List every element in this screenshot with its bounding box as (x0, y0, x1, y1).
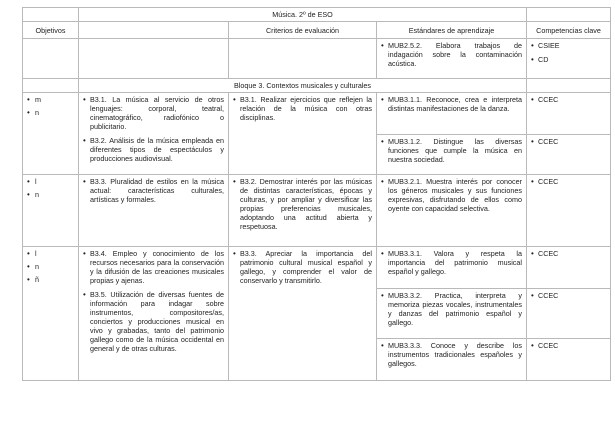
header-objetivos: Objetivos (23, 22, 79, 39)
table-title: Música. 2º de ESO (79, 8, 527, 22)
standard-text: • MUB3.3.2. Practica, interpreta y memoriza piezas vocales, instrumentales y danzas del patrimonio español y gallego. (381, 291, 522, 327)
header-row (23, 22, 611, 39)
standard-text: • MUB3.1.2. Distingue las diversas funciones que cumple la música en nuestra sociedad. (381, 137, 522, 164)
header-competencias: Competencias clave (527, 22, 611, 39)
competence-badge: • CCEC (531, 249, 606, 258)
content-item: • B3.1. La música al servicio de otros lenguajes: corporal, teatral, cinematográfico, radiofónico o publicitario. (83, 95, 224, 131)
standard-text: • MUB3.3.3. Conoce y describe los instrumentos tradicionales españoles y gallegos. (381, 341, 522, 368)
content-item: • B3.3. Pluralidad de estilos en la música actual: características culturales, artísticas y formales. (83, 177, 224, 204)
table-row (23, 93, 611, 135)
competence-badge: • CCEC (531, 177, 606, 186)
block-row (23, 79, 611, 93)
table-row (23, 175, 611, 247)
objective-item: • ñ (27, 275, 74, 284)
competence-badge: • CCEC (531, 291, 606, 300)
block-title: Bloque 3. Contextos musicales y culturales (79, 79, 527, 93)
standard-text: • MUB3.1.1. Reconoce, crea e interpreta distintas manifestaciones de la danza. (381, 95, 522, 113)
competence-badge: • CCEC (531, 95, 606, 104)
content-item: • B3.4. Empleo y conocimiento de los recursos necesarios para la conservación y la difusión de las creaciones musicales propias y ajenas. (83, 249, 224, 285)
standard-text: • MUB3.2.1. Muestra interés por conocer los géneros musicales y sus funciones expresivas, disfrutando de ellos como oyente con capacidad selectiva. (381, 177, 522, 213)
content-item: • B3.2. Análisis de la música empleada en diferentes tipos de espectáculos y producciones audiovisual. (83, 136, 224, 163)
header-criterios: Criterios de evaluación (229, 22, 377, 39)
title-row (23, 8, 611, 22)
table-row (23, 247, 611, 289)
objective-item: • n (27, 190, 74, 199)
objective-item: • l (27, 249, 74, 258)
table-row (23, 39, 611, 79)
objective-item: • n (27, 262, 74, 271)
criterion-text: • B3.3. Apreciar la importancia del patrimonio cultural musical español y gallego, y comprender el valor de conservarlo y transmitirlo. (233, 249, 372, 285)
standard-text: • MUB2.5.2. Elabora trabajos de indagación sobre la contaminación acústica. (381, 41, 522, 68)
content-item: • B3.5. Utilización de diversas fuentes de información para indagar sobre instrumentos, compositores/as, conciertos y producciones musical en vivo y grabadas, tanto del patrimonio gallego como de la música occidental en general y de otras culturas. (83, 290, 224, 353)
competence-badge: • CCEC (531, 341, 606, 350)
criterion-text: • B3.2. Demostrar interés por las músicas de distintas características, épocas y culturas, y por ampliar y diversificar las propias preferencias musicales, adoptando una actitud abierta y respetuosa. (233, 177, 372, 231)
competence-badge: • CCEC (531, 137, 606, 146)
criterion-text: • B3.1. Realizar ejercicios que reflejen la relación de la música con otras disciplinas. (233, 95, 372, 122)
objective-item: • n (27, 108, 74, 117)
objective-item: • m (27, 95, 74, 104)
objective-item: • l (27, 177, 74, 186)
header-estandares: Estándares de aprendizaje (377, 22, 527, 39)
standard-text: • MUB3.3.1. Valora y respeta la importancia del patrimonio musical español y gallego. (381, 249, 522, 276)
competence-badge: • CD (531, 55, 606, 64)
curriculum-table (22, 7, 611, 381)
competence-badge: • CSIEE (531, 41, 606, 50)
